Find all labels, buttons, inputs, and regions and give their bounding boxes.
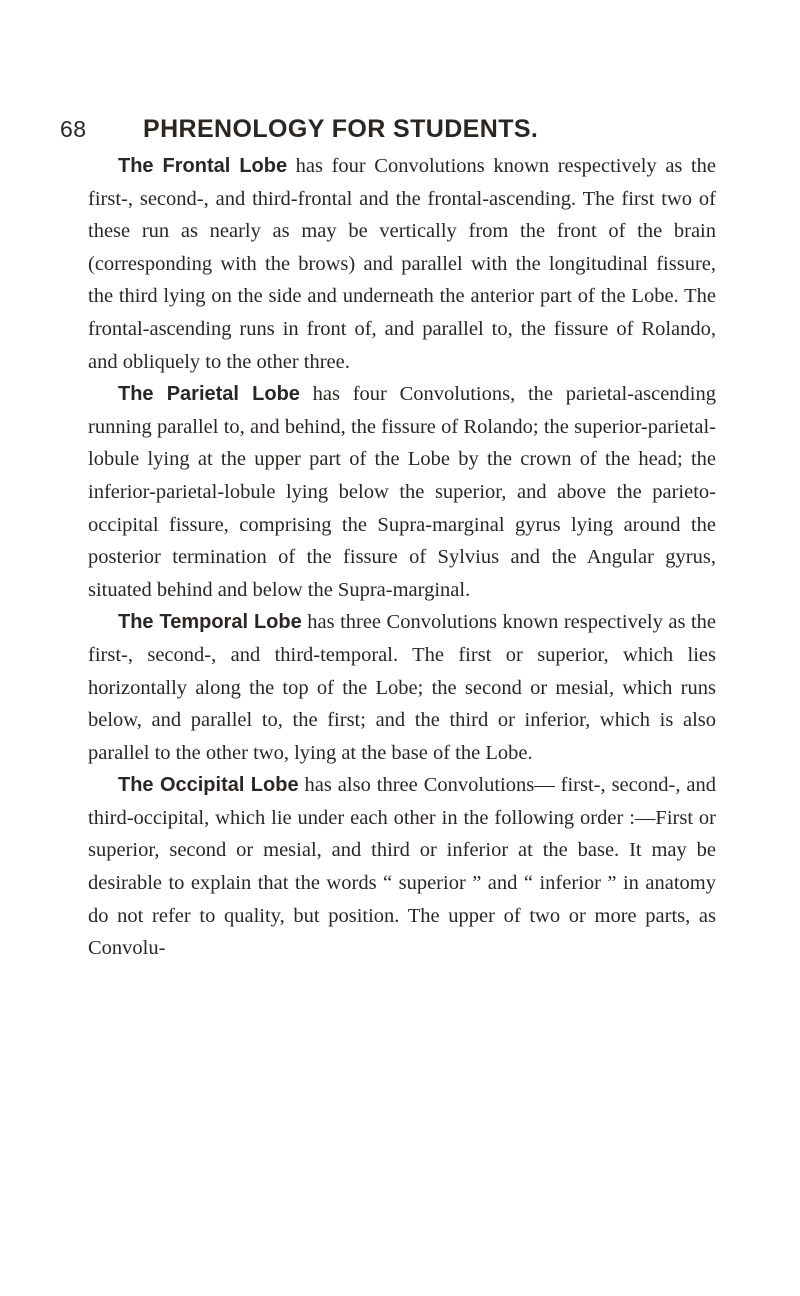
page-number: 68 (60, 116, 87, 142)
paragraph-text: has four Convolutions known respectively as the first-, second-, and third-frontal and the frontal-ascending. The first two of these run as nearly as may be vertically from the front of the brain (corresponding with the brows) and parallel with the longitudinal fissure, the third lying on the side and underneath the anterior part of the Lobe. The frontal-ascending runs in front of, and parallel to, the fissure of Rolando, and obliquely to the other three. (88, 155, 717, 373)
paragraph-lead: The Frontal Lobe (118, 155, 288, 177)
paragraph-occipital-lobe (88, 769, 716, 965)
paragraph-temporal-lobe (88, 606, 716, 769)
paragraph-lead: The Temporal Lobe (118, 611, 302, 634)
running-title: PHRENOLOGY FOR STUDENTS. (143, 115, 539, 143)
paragraph-frontal-lobe (88, 150, 716, 378)
paragraph-lead: The Parietal Lobe (118, 383, 300, 406)
paragraph-parietal-lobe (88, 378, 716, 606)
paragraph-text: has also three Convolutions— first-, second-, and third-occipital, which lie under each other in the following order :—First or superior, second or mesial, and third or inferior at the base. It may be desirable to explain that the words “ superior ” and “ inferior ” in anatomy do not refer to quality, but position. The upper of two or more parts, as Convolu- (88, 774, 716, 960)
paragraph-text: has three Convolutions known respectively as the first-, second-, and third-temporal. The first or superior, which lies horizontally along the top of the Lobe; the second or mesial, which runs below, and parallel to, the first; and the third or inferior, which is also parallel to the other two, lying at the base of the Lobe. (88, 611, 716, 764)
paragraph-lead: The Occipital Lobe (118, 774, 299, 797)
page-header (60, 116, 730, 150)
body-text (88, 150, 716, 965)
paragraph-text: has four Convolutions, the parietal-ascending running parallel to, and behind, the fissure of Rolando; the superior-parietal-lobule lying at the upper part of the Lobe by the crown of the head; the inferior-parietal-lobule lying below the superior, and above the parieto-occipital fissure, comprising the Supra-marginal gyrus lying around the posterior termination of the fissure of Sylvius and the Angular gyrus, situated behind and below the Supra-marginal. (88, 383, 716, 601)
